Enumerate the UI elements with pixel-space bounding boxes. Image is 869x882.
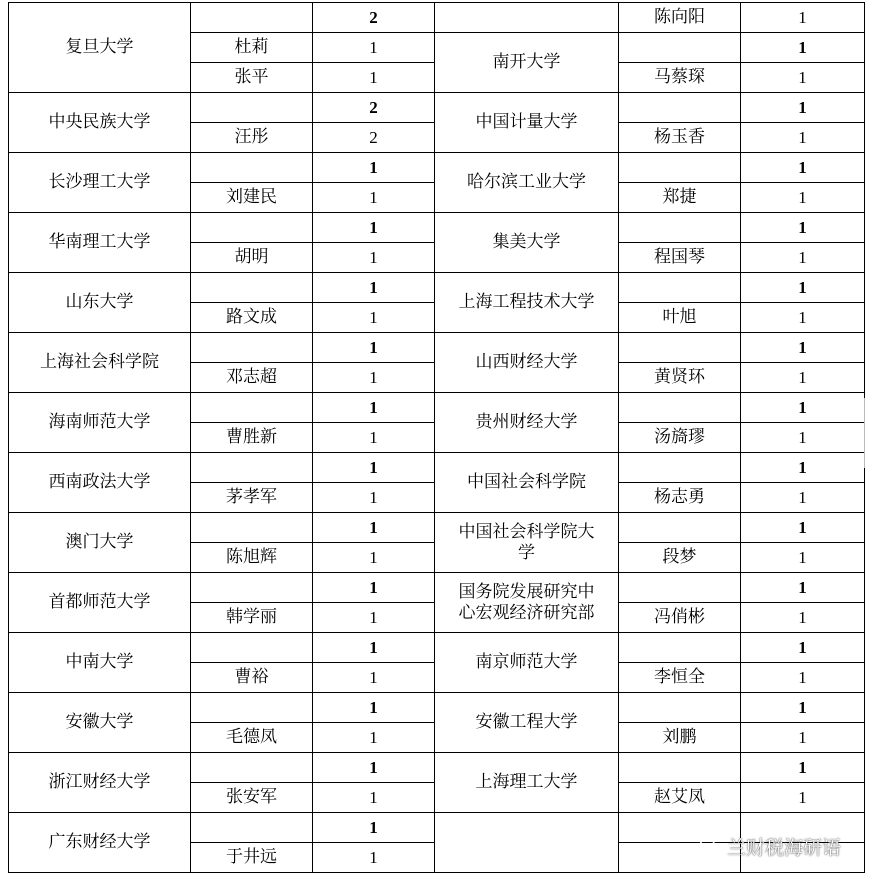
university-name: 南开大学 bbox=[435, 33, 619, 93]
university-name: 哈尔滨工业大学 bbox=[435, 153, 619, 213]
university-name: 西南政法大学 bbox=[9, 453, 191, 513]
university-count: 1 bbox=[313, 213, 435, 243]
university-name-line: 心宏观经济研究部 bbox=[458, 602, 595, 623]
university-name: 首都师范大学 bbox=[9, 573, 191, 633]
university-count: 1 bbox=[313, 393, 435, 423]
scholar-count: 2 bbox=[313, 123, 435, 153]
university-scholar-table bbox=[8, 2, 865, 873]
table-row bbox=[9, 513, 865, 543]
scholar-name: 赵艾凤 bbox=[619, 783, 741, 813]
university-name: 集美大学 bbox=[435, 213, 619, 273]
scholar-name-empty bbox=[619, 513, 741, 543]
scholar-name: 马蔡琛 bbox=[619, 63, 741, 93]
scholar-name: 杨玉香 bbox=[619, 123, 741, 153]
university-count: 1 bbox=[741, 573, 865, 603]
scholar-count: 1 bbox=[741, 63, 865, 93]
scholar-count: 1 bbox=[313, 843, 435, 873]
scholar-name: 黄贤环 bbox=[619, 363, 741, 393]
scholar-count: 1 bbox=[313, 663, 435, 693]
university-name-line: 中国社会科学院大 bbox=[458, 521, 595, 542]
scholar-name: 汪彤 bbox=[191, 123, 313, 153]
scholar-count: 1 bbox=[313, 363, 435, 393]
scholar-count: 1 bbox=[741, 363, 865, 393]
table-row bbox=[9, 333, 865, 363]
university-count: 1 bbox=[741, 393, 865, 423]
table-row bbox=[9, 153, 865, 183]
scholar-name: 段梦 bbox=[619, 543, 741, 573]
university-count: 1 bbox=[741, 153, 865, 183]
scholar-name-empty bbox=[191, 3, 313, 33]
university-name: 上海工程技术大学 bbox=[435, 273, 619, 333]
university-count: 1 bbox=[313, 753, 435, 783]
scholar-name-empty bbox=[191, 213, 313, 243]
scholar-name: 汤旖璆 bbox=[619, 423, 741, 453]
university-name: 山东大学 bbox=[9, 273, 191, 333]
university-count: 1 bbox=[313, 693, 435, 723]
scholar-name: 张安军 bbox=[191, 783, 313, 813]
scholar-name-empty bbox=[191, 453, 313, 483]
scholar-name: 刘鹏 bbox=[619, 723, 741, 753]
scholar-name-empty bbox=[619, 333, 741, 363]
university-count: 1 bbox=[741, 693, 865, 723]
scholar-name-empty bbox=[191, 633, 313, 663]
university-name: 华南理工大学 bbox=[9, 213, 191, 273]
scholar-count: 1 bbox=[313, 483, 435, 513]
scholar-name: 胡明 bbox=[191, 243, 313, 273]
scholar-name: 刘建民 bbox=[191, 183, 313, 213]
university-name: 南京师范大学 bbox=[435, 633, 619, 693]
scholar-name: 韩学丽 bbox=[191, 603, 313, 633]
scholar-name-empty bbox=[619, 273, 741, 303]
university-count: 2 bbox=[313, 93, 435, 123]
scholar-name-empty bbox=[191, 813, 313, 843]
scholar-name-empty bbox=[619, 213, 741, 243]
university-name-line: 学 bbox=[518, 542, 535, 563]
scholar-count: 1 bbox=[313, 423, 435, 453]
scholar-count: 1 bbox=[313, 63, 435, 93]
university-count: 1 bbox=[741, 453, 865, 483]
watermark bbox=[699, 833, 841, 860]
university-name: 山西财经大学 bbox=[435, 333, 619, 393]
university-count: 1 bbox=[741, 333, 865, 363]
scholar-name-empty bbox=[619, 693, 741, 723]
scholar-name-empty bbox=[191, 573, 313, 603]
university-count: 1 bbox=[313, 273, 435, 303]
table-row bbox=[9, 453, 865, 483]
scholar-count: 1 bbox=[741, 483, 865, 513]
scholar-name-empty bbox=[619, 753, 741, 783]
scholar-name: 陈向阳 bbox=[619, 3, 741, 33]
scholar-name: 杜莉 bbox=[191, 33, 313, 63]
scholar-name: 郑捷 bbox=[619, 183, 741, 213]
university-name: 广东财经大学 bbox=[9, 813, 191, 873]
scholar-count: 1 bbox=[741, 663, 865, 693]
university-name bbox=[435, 573, 619, 633]
table-row bbox=[9, 273, 865, 303]
university-count: 1 bbox=[313, 453, 435, 483]
table-row bbox=[9, 753, 865, 783]
university-name-line: 国务院发展研究中 bbox=[458, 581, 595, 602]
university-count: 1 bbox=[313, 633, 435, 663]
scholar-name-empty bbox=[191, 153, 313, 183]
scholar-name-empty bbox=[191, 693, 313, 723]
table-row bbox=[9, 3, 865, 33]
scholar-name: 路文成 bbox=[191, 303, 313, 333]
scholar-name: 杨志勇 bbox=[619, 483, 741, 513]
university-name-empty bbox=[435, 3, 619, 33]
scholar-count: 1 bbox=[741, 783, 865, 813]
scholar-name: 陈旭辉 bbox=[191, 543, 313, 573]
university-count: 1 bbox=[313, 513, 435, 543]
university-name: 贵州财经大学 bbox=[435, 393, 619, 453]
scholar-count: 1 bbox=[741, 543, 865, 573]
university-name: 中国社会科学院 bbox=[435, 453, 619, 513]
scholar-name-empty bbox=[191, 333, 313, 363]
university-count: 2 bbox=[313, 3, 435, 33]
university-name: 上海社会科学院 bbox=[9, 333, 191, 393]
table-row bbox=[9, 93, 865, 123]
scholar-count: 1 bbox=[313, 783, 435, 813]
scholar-count: 1 bbox=[313, 33, 435, 63]
university-name bbox=[435, 513, 619, 573]
university-count: 1 bbox=[741, 93, 865, 123]
scholar-name-empty bbox=[619, 393, 741, 423]
scholar-count: 1 bbox=[741, 183, 865, 213]
scholar-count: 1 bbox=[741, 603, 865, 633]
university-name: 浙江财经大学 bbox=[9, 753, 191, 813]
university-count: 1 bbox=[313, 153, 435, 183]
university-name: 海南师范大学 bbox=[9, 393, 191, 453]
university-count: 1 bbox=[741, 753, 865, 783]
scholar-count: 1 bbox=[313, 603, 435, 633]
university-name: 澳门大学 bbox=[9, 513, 191, 573]
watermark-text: 兰财税海研语 bbox=[726, 837, 841, 859]
scholar-name: 邓志超 bbox=[191, 363, 313, 393]
university-name: 长沙理工大学 bbox=[9, 153, 191, 213]
scholar-count: 1 bbox=[313, 183, 435, 213]
scholar-count: 1 bbox=[741, 243, 865, 273]
scholar-name-empty bbox=[191, 393, 313, 423]
scholar-name-empty bbox=[619, 153, 741, 183]
wechat-icon bbox=[699, 838, 721, 856]
university-name: 中南大学 bbox=[9, 633, 191, 693]
scholar-count: 1 bbox=[741, 723, 865, 753]
scholar-name: 茅孝军 bbox=[191, 483, 313, 513]
university-name: 安徽工程大学 bbox=[435, 693, 619, 753]
university-count: 1 bbox=[741, 273, 865, 303]
scholar-name: 曹裕 bbox=[191, 663, 313, 693]
university-name: 上海理工大学 bbox=[435, 753, 619, 813]
scholar-count: 1 bbox=[313, 243, 435, 273]
scholar-name: 曹胜新 bbox=[191, 423, 313, 453]
scholar-count: 1 bbox=[741, 423, 865, 453]
empty-cell bbox=[435, 813, 619, 873]
scholar-count: 1 bbox=[741, 303, 865, 333]
scholar-name: 冯俏彬 bbox=[619, 603, 741, 633]
university-count: 1 bbox=[313, 333, 435, 363]
scholar-count: 1 bbox=[741, 3, 865, 33]
table-row bbox=[9, 693, 865, 723]
scholar-name-empty bbox=[619, 33, 741, 63]
university-name: 中央民族大学 bbox=[9, 93, 191, 153]
scholar-name: 李恒全 bbox=[619, 663, 741, 693]
scholar-name: 张平 bbox=[191, 63, 313, 93]
scholar-name-empty bbox=[191, 93, 313, 123]
scholar-name: 于井远 bbox=[191, 843, 313, 873]
scholar-count: 1 bbox=[313, 543, 435, 573]
table-row bbox=[9, 633, 865, 663]
scholar-name-empty bbox=[191, 513, 313, 543]
scholar-name-empty bbox=[619, 93, 741, 123]
scholar-name-empty bbox=[619, 633, 741, 663]
scholar-count: 1 bbox=[313, 723, 435, 753]
scholar-count: 1 bbox=[313, 303, 435, 333]
scholar-name-empty bbox=[191, 273, 313, 303]
table-row bbox=[9, 213, 865, 243]
university-name: 中国计量大学 bbox=[435, 93, 619, 153]
university-name: 复旦大学 bbox=[9, 3, 191, 93]
scholar-name: 毛德凤 bbox=[191, 723, 313, 753]
university-count: 1 bbox=[741, 33, 865, 63]
table-row bbox=[9, 393, 865, 423]
page-edge-mark bbox=[864, 398, 869, 468]
university-name: 安徽大学 bbox=[9, 693, 191, 753]
university-count: 1 bbox=[741, 633, 865, 663]
scholar-name: 程国琴 bbox=[619, 243, 741, 273]
university-count: 1 bbox=[741, 513, 865, 543]
university-count: 1 bbox=[741, 213, 865, 243]
scholar-name-empty bbox=[619, 573, 741, 603]
table-row bbox=[9, 573, 865, 603]
scholar-count: 1 bbox=[741, 123, 865, 153]
scholar-name: 叶旭 bbox=[619, 303, 741, 333]
university-count: 1 bbox=[313, 813, 435, 843]
scholar-name-empty bbox=[619, 453, 741, 483]
scholar-name-empty bbox=[191, 753, 313, 783]
university-count: 1 bbox=[313, 573, 435, 603]
